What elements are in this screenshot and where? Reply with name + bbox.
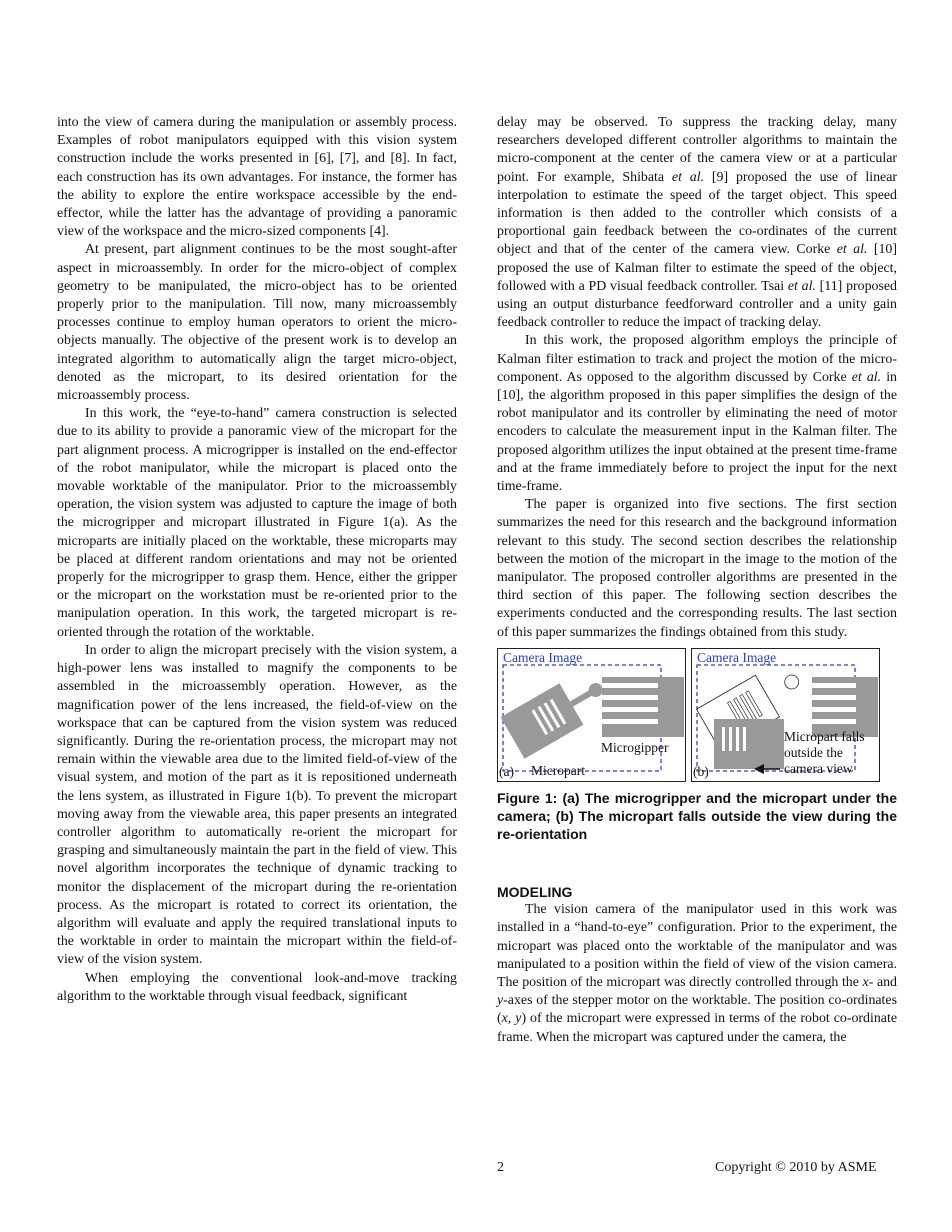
subfigure-label-a: (a) [499, 763, 514, 779]
paragraph: When employing the conventional look-and-move tracking algorithm to the worktable through visual feedback, significant [57, 970, 457, 1004]
paragraph: In this work, the “eye-to-hand” camera construction is selected due to its ability to provide a panoramic view of the micropart for the part alignment process. A microgripper is installed on the end-effector of the robot manipulator, while the micropart is placed onto the movable worktable of the manipulator. Prior to the microassembly operation, the vision system was adjusted to capture the image of both the microgripper and micropart illustrated in Figure 1(a). As the microparts are initially placed on the worktable, these microparts may be placed at different random orientations and may not be oriented properly for the microgripper to grasp them. Hence, either the gripper or the micropart on the workstation must be re-oriented prior to the manipulation operation. In this work, the targeted micropart is re-oriented through the rotation of the worktable. [57, 406, 457, 640]
right-column [497, 114, 897, 1047]
panel-a-illustration [498, 649, 685, 781]
paragraph: In this work, the proposed algorithm employs the principle of Kalman filter estimation to track and project the motion of the micro-component. As opposed to the algorithm discussed by Corke et al. in [10], the algorithm proposed in this paper simplifies the design of the robot manipulator and its controller by eliminating the need of motor encoders to calculate the measurement input in the Kalman filter. The proposed algorithm utilizes the input obtained at the present time-frame and at the frame immediately before to project the input for the next time-frame. [497, 333, 898, 495]
section-heading: MODELING [497, 883, 573, 900]
paragraph: The vision camera of the manipulator used in this work was installed in a “hand-to-eye” configuration. Prior to the experiment, the micropart was placed onto the worktable of the manipulator and was manipulated to a position within the field of view of the vision camera. The position of the micropart was directly controlled through the x- and y-axes of the stepper motor on the worktable. The position co-ordinates (x, y) of the micropart were expressed in terms of the robot co-ordinate frame. When the micropart was captured under the camera, the [497, 902, 897, 1045]
microgripper-shape [602, 677, 684, 737]
camera-image-label: Camera Image [697, 649, 777, 665]
figure-panel-a [497, 648, 686, 782]
subfigure-label-b: (b) [693, 763, 709, 779]
microgripper-shape [812, 677, 878, 737]
figure-1 [497, 648, 897, 783]
paragraph: The paper is organized into five sections. The first section summarizes the need for this research and the background information relevant to this study. The second section describes the relationship between the motion of the micropart in the image to the motion of the manipulator. The proposed controller algorithms are presented in the third section of this paper. The following section describes the experiments conducted and the corresponding results. The last section of this paper summarizes the findings obtained from this study. [497, 497, 897, 640]
micropart-falls-label: Micropart falls outside the camera view [784, 728, 865, 776]
paragraph: delay may be observed. To suppress the tracking delay, many researchers developed different controller algorithms to maintain the micro-component at the center of the camera view or at a particular point. For example, Shibata et al. [9] proposed the use of linear interpolation to estimate the speed of the target object. This speed information is then added to the controller which consists of a proportional gain feedback between the co-ordinates of the current object and that of the center of the camera view. Corke et al. [10] proposed the use of Kalman filter to estimate the speed of the object, followed with a PD visual feedback controller. Tsai et al. [11] proposed using an output disturbance feedforward controller and a unity gain feedback controller to reduce the impact of tracking delay. [497, 115, 897, 331]
paragraph: At present, part alignment continues to be the most sought-after aspect in microassembly. In order for the micro-object of complex geometry to be manipulated, the micro-object has to be oriented properly prior to the manipulation. Till now, many microassembly processes continue to employ human operators to orient the micro-objects manually. The objective of the present work is to develop an integrated algorithm to automatically align the target micro-object, denoted as the micropart, to its desired orientation for the microassembly process. [57, 242, 457, 404]
paragraph: into the view of camera during the manipulation or assembly process. Examples of robot manipulators equipped with this vision system construction include the works presented in [6], [7], and [8]. In fact, each construction has its own advantages. For instance, the former has the ability to explore the entire workspace accessible by the end-effector, while the latter has the advantage of providing a panoramic view of the workspace and the micro-sized components [4]. [57, 115, 457, 240]
micropart-shape [501, 666, 614, 759]
paragraph: In order to align the micropart precisely with the vision system, a high-power lens was installed to magnify the components to be assembled in the microassembly operation. However, as the magnification power of the lens increased, the field-of-view on the workspace that can be captured from the vision system was reduced significantly. During the re-orientation process, the micropart may not remain within the viewable area due to the limited field-of-view of the visual system, and motion of the part as it is repositioned underneath the lens system, as illustrated in Figure 1(b). To prevent the micropart moving away from the viewable area, this paper presents an integrated controller algorithm to automatically re-orient the micropart for grasping and simultaneously maintain the part in the field of view. This novel algorithm incorporates the technique of dynamic tracking to monitor the displacement of the micropart during the re-orientation process. As the micropart is rotated to correct its orientation, the algorithm will evaluate and apply the required translational inputs to the worktable in order to maintain the micropart within the field-of-view of the vision system. [57, 642, 457, 968]
left-column [57, 114, 457, 1006]
camera-image-label: Camera Image [503, 649, 583, 665]
micropart-displaced-shape [714, 719, 784, 769]
micropart-label: Micropart [531, 762, 585, 778]
copyright-notice: Copyright © 2010 by ASME [715, 1160, 877, 1175]
microgripper-label: Microgipper [601, 739, 669, 755]
figure-caption: Figure 1: (a) The microgripper and the micropart under the camera; (b) The micropart falls outside the view during the re-orientation [497, 789, 897, 842]
figure-panel-b [691, 648, 880, 782]
page-number: 2 [497, 1160, 504, 1175]
